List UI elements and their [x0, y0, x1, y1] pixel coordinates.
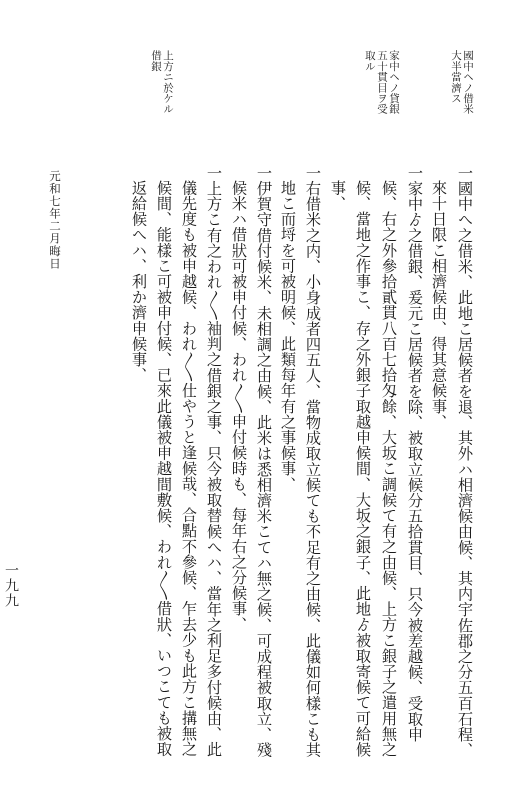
body-line-3: 一家中ゟ之借銀、爰元こ居候者を除、被取立候分五拾貫目、只今被差越候、受取申 — [406, 165, 424, 743]
body-line-10: 候米ハ借狀可被申付候、われ〳〵申付候時も、每年右之分候事、 — [230, 180, 248, 632]
body-line-5: 候、當地之作事こ、存之外銀子取越申候間、大坂之銀子、此地ゟ被取寄候て可給候 — [354, 180, 372, 758]
date-line: 元和七年二月晦日 — [48, 170, 62, 270]
body-line-6: 事、 — [329, 180, 347, 212]
margin-note-3: 上方ニ於ケル借銀 — [149, 50, 174, 115]
body-line-13: 候間、能樣こ可被申付候、已來此儀被申越間敷候、われ〳〵借狀、いつこても被取 — [155, 180, 173, 757]
body-line-1: 一國中へ之借米、此地こ居候者を退、其外ハ相濟候由候、其内宇佐郡之分五百石程、 — [456, 165, 474, 758]
body-line-9: 一伊賀守借付候米、未相調之由候、此米は悉相濟米こてハ無之候、可成程被取立、殘 — [255, 165, 273, 758]
margin-note-2: 家中ヘノ貸銀五十貫目ヲ受取ル — [363, 50, 400, 115]
body-line-4: 候、右之外參拾貳貫八百七拾匁餘、大坂こ調候て有之由候、上方こ銀子之遣用無之 — [380, 180, 398, 758]
body-line-12: 儀先度も被申越候、われ〳〵仕やうと逢候哉、合點不參候、乍去少も此方こ搆無之 — [180, 180, 198, 757]
margin-note-1: 國中ヘノ借米大半當濟ス — [449, 50, 474, 115]
body-line-11: 一上方こ有之われ〳〵袖判之借銀之事、只今被取替候へハ、當年之利足多付候由、此 — [205, 165, 223, 758]
body-line-8: 地こ而埒を可被明候、此類每年有之事候事、 — [279, 180, 297, 492]
body-line-2: 來十日限こ相濟候由、得其意候事、 — [430, 180, 448, 430]
body-line-7: 一右借米之内、小身成者四五人、當物成取立候ても不足有之由候、此儀如何樣こも其 — [304, 165, 322, 758]
body-line-14: 返給候へハ、利か濟申候事、 — [130, 180, 148, 383]
page-number: 一九九 — [3, 563, 19, 608]
